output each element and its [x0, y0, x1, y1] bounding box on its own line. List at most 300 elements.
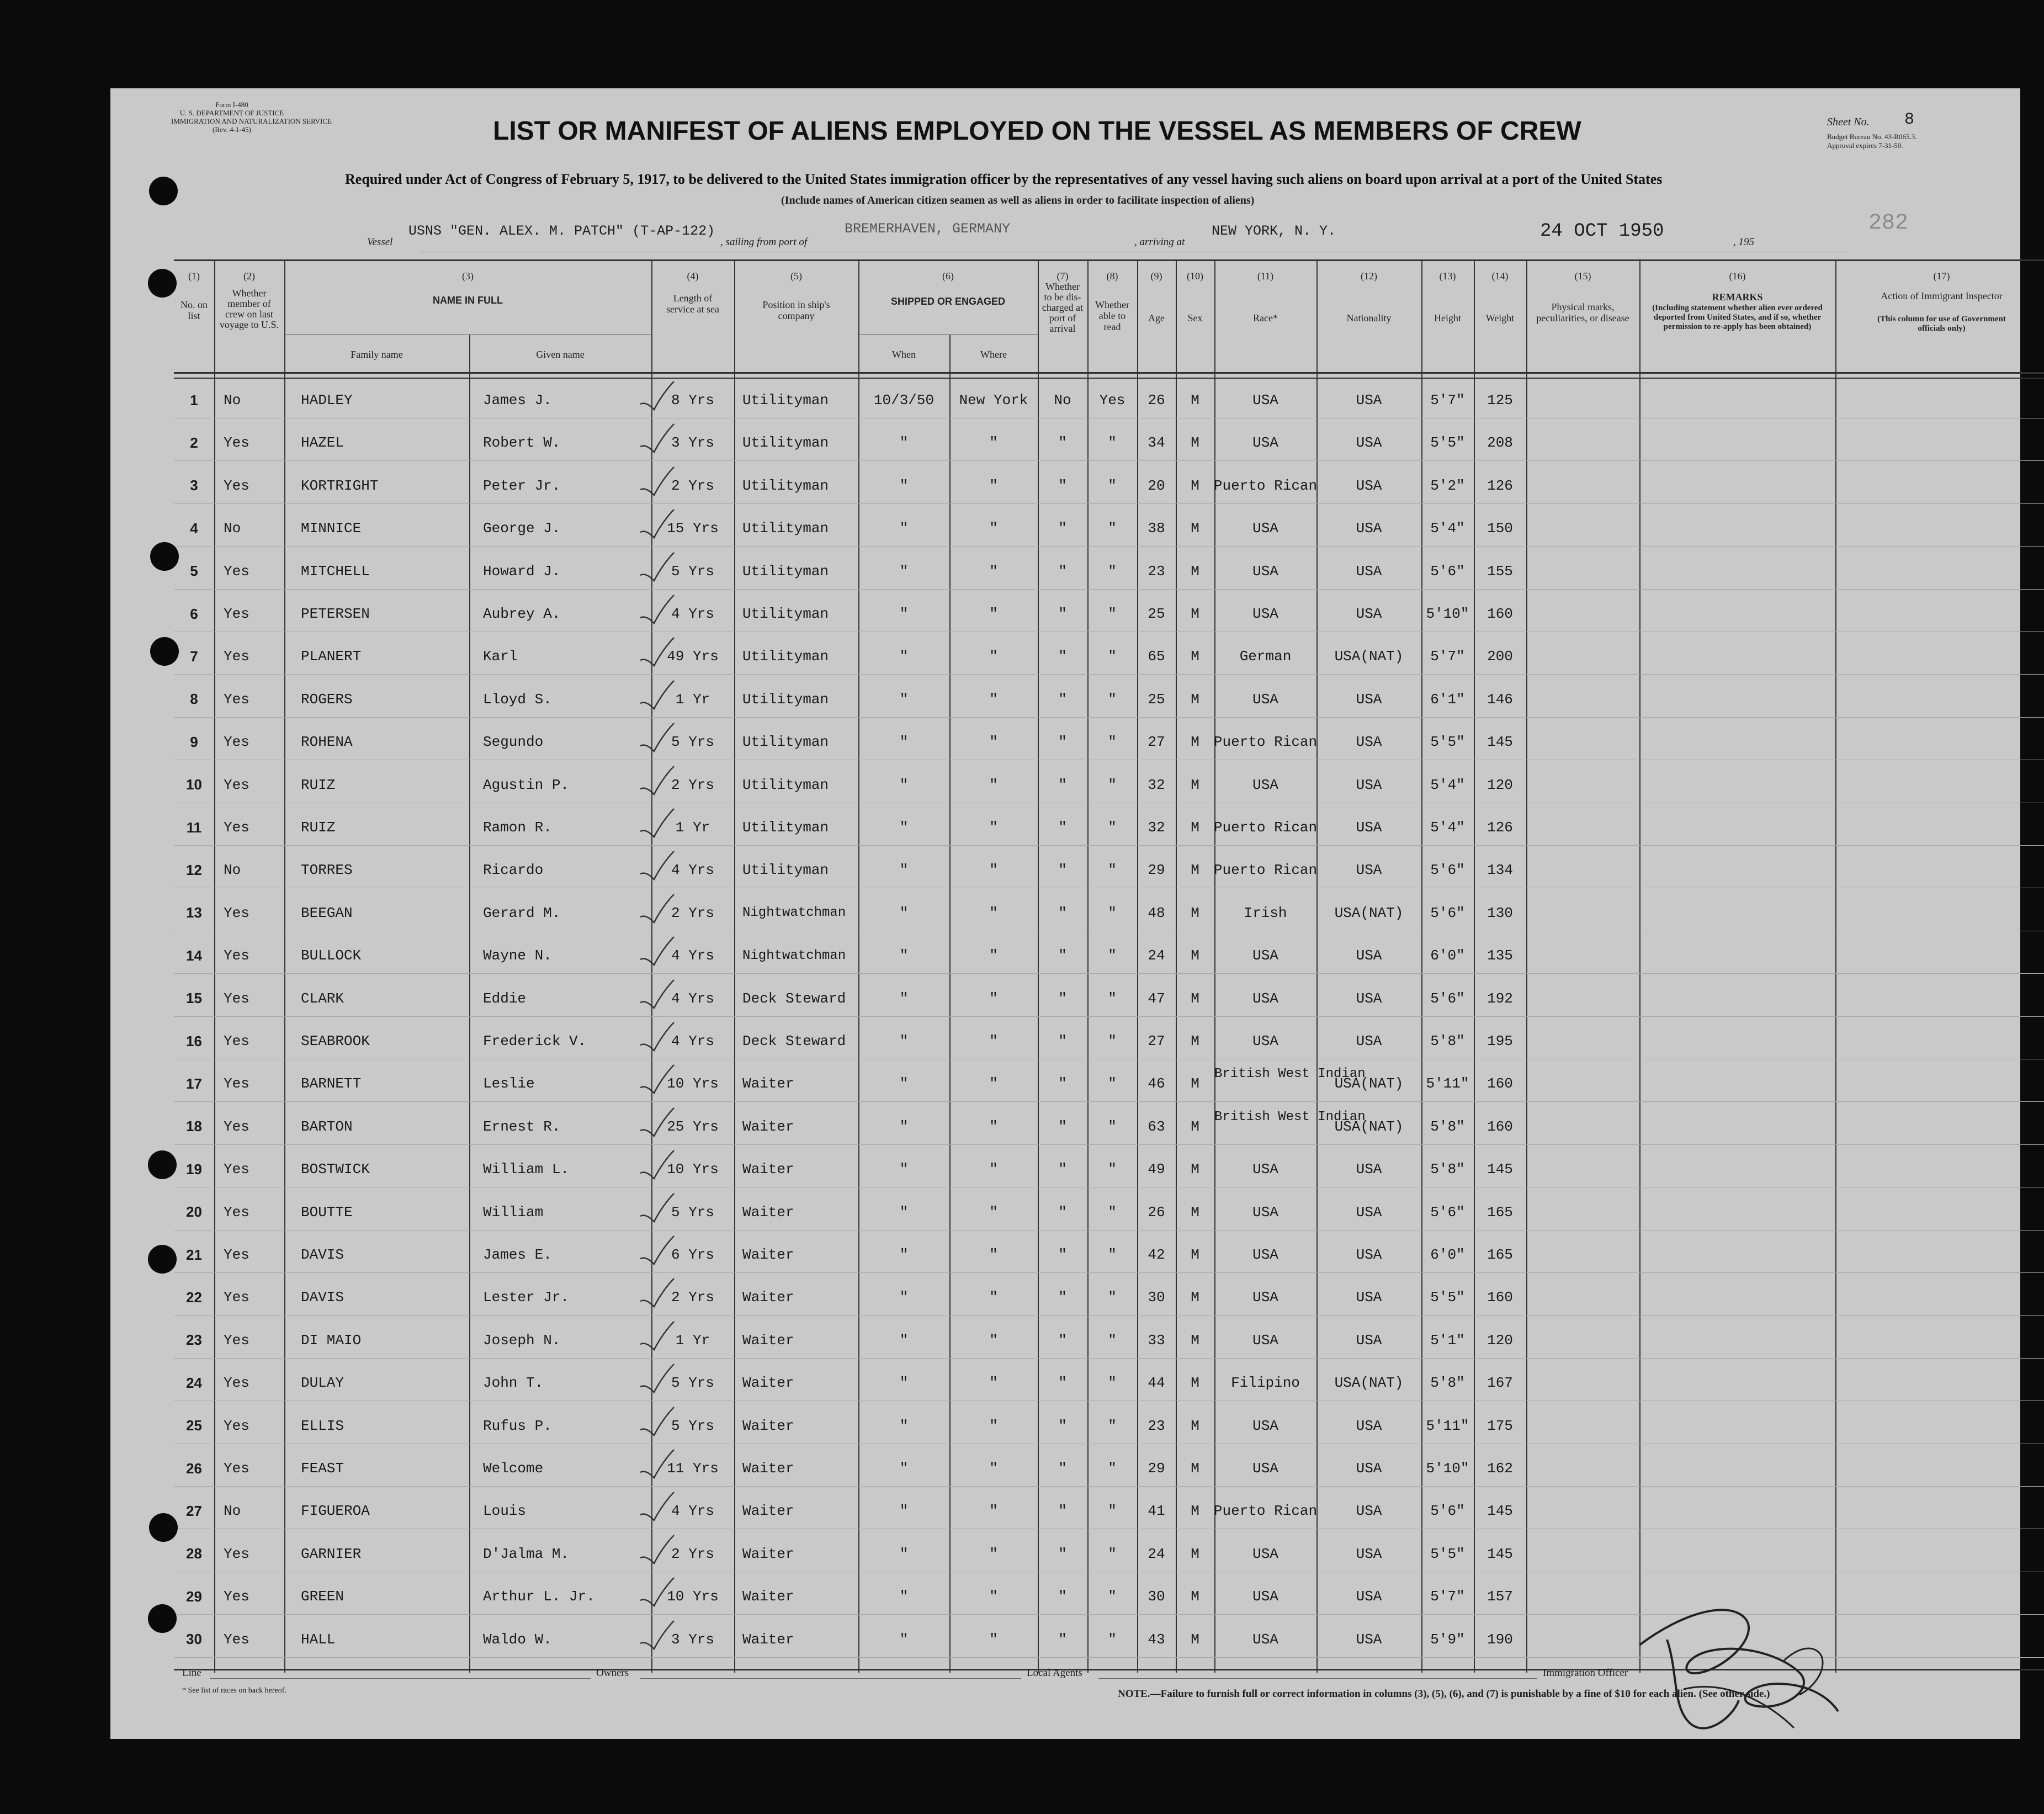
owners-blank — [640, 1678, 1021, 1679]
cell-family: FEAST — [301, 1460, 344, 1477]
form-revision: (Rev. 4-1-45) — [213, 125, 251, 134]
cell-family: HALL — [301, 1631, 336, 1648]
cell-weight: 145 — [1487, 1503, 1513, 1520]
checkmark-icon — [638, 1148, 676, 1181]
cell-age: 29 — [1148, 1460, 1165, 1477]
cell-disch: " — [1058, 904, 1067, 921]
cell-prev: Yes — [224, 477, 249, 494]
cell-prev: No — [224, 862, 241, 879]
cell-race: Puerto Rican — [1213, 477, 1318, 494]
row-rule — [174, 1486, 2044, 1487]
cell-nat: USA — [1356, 477, 1382, 494]
cell-where: " — [989, 819, 998, 836]
cell-sex: M — [1191, 1161, 1199, 1178]
cell-given: Agustin P. — [483, 776, 570, 793]
cell-age: 30 — [1148, 1289, 1165, 1306]
cell-where: " — [989, 1460, 998, 1477]
cell-service: 11 Yrs — [667, 1460, 719, 1477]
cell-when: " — [899, 1203, 909, 1221]
col-1-number: (1) — [188, 270, 200, 282]
cell-nat: USA — [1356, 1332, 1382, 1349]
cell-weight: 145 — [1487, 1545, 1513, 1562]
cell-weight: 120 — [1487, 1332, 1513, 1349]
cell-race: USA — [1252, 1161, 1278, 1178]
cell-service: 1 Yr — [675, 1332, 710, 1349]
cell-where: " — [989, 434, 998, 452]
cell-disch: " — [1058, 862, 1067, 879]
cell-prev: Yes — [224, 1417, 249, 1434]
cell-service: 2 Yrs — [671, 1545, 714, 1562]
cell-sex: M — [1191, 1332, 1199, 1349]
cell-race: USA — [1252, 1033, 1278, 1049]
cell-family: BARTON — [301, 1118, 353, 1135]
cell-position: Utilityman — [742, 520, 829, 537]
cell-when: 10/3/50 — [873, 392, 935, 409]
cell-age: 26 — [1148, 1203, 1165, 1221]
cell-nat: USA — [1356, 520, 1382, 537]
cell-family: BEEGAN — [301, 904, 353, 921]
cell-no: 18 — [186, 1118, 202, 1135]
cell-nat: USA(NAT) — [1334, 648, 1404, 665]
checkmark-icon — [638, 507, 676, 540]
cell-position: Utilityman — [742, 477, 829, 494]
col-remarks-header: REMARKS — [1712, 291, 1763, 303]
table-row — [174, 1452, 2044, 1495]
cell-disch: " — [1058, 520, 1067, 537]
cell-where: " — [989, 1033, 998, 1049]
col-race-header: Race* — [1253, 312, 1278, 323]
cell-given: Leslie — [483, 1075, 535, 1092]
cell-nat: USA — [1356, 1161, 1382, 1178]
cell-disch: " — [1058, 1289, 1067, 1306]
cell-no: 15 — [186, 990, 202, 1007]
cell-nat: USA — [1356, 776, 1382, 793]
cell-service: 2 Yrs — [671, 776, 714, 793]
cell-family: RUIZ — [301, 819, 336, 836]
cell-position: Utilityman — [742, 648, 829, 665]
cell-no: 27 — [186, 1502, 202, 1519]
cell-read: " — [1108, 1332, 1117, 1349]
cell-position: Utilityman — [742, 563, 829, 580]
cell-when: " — [899, 691, 909, 708]
cell-height: 5'6" — [1430, 990, 1465, 1007]
cell-given: D'Jalma M. — [483, 1545, 570, 1562]
cell-prev: Yes — [224, 776, 249, 793]
cell-nat: USA — [1356, 947, 1382, 964]
cell-age: 32 — [1148, 819, 1165, 836]
row-rule — [174, 973, 2044, 974]
cell-when: " — [899, 734, 909, 751]
cell-service: 10 Yrs — [667, 1161, 719, 1178]
cell-weight: 155 — [1487, 563, 1513, 580]
cell-nat: USA — [1356, 392, 1382, 409]
cell-no: 7 — [190, 648, 198, 665]
sheet-number: 8 — [1904, 110, 1915, 129]
cell-service: 3 Yrs — [671, 1631, 714, 1648]
arrival-date: 24 OCT 1950 — [1540, 221, 1664, 242]
binder-hole — [150, 637, 179, 666]
cell-race: USA — [1252, 1417, 1278, 1434]
cell-prev: Yes — [224, 990, 249, 1007]
cell-family: BARNETT — [301, 1075, 362, 1092]
cell-no: 28 — [186, 1545, 202, 1562]
cell-where: " — [989, 563, 998, 580]
cell-age: 24 — [1148, 947, 1165, 964]
cell-where: " — [989, 1631, 998, 1648]
cell-weight: 165 — [1487, 1203, 1513, 1221]
cell-where: " — [989, 862, 998, 879]
cell-given: Rufus P. — [483, 1417, 552, 1434]
cell-family: GARNIER — [301, 1545, 362, 1562]
cell-disch: " — [1058, 1118, 1067, 1135]
cell-position: Utilityman — [742, 862, 829, 879]
cell-family: BOUTTE — [301, 1203, 353, 1221]
col-discharge-header: Whether to be dis-charged at port of arrival — [1042, 281, 1084, 334]
cell-prev: Yes — [224, 734, 249, 751]
cell-when: " — [899, 1375, 909, 1392]
table-row — [174, 982, 2044, 1025]
cell-disch: " — [1058, 1631, 1067, 1648]
col-age-header: Age — [1148, 312, 1165, 323]
cell-sex: M — [1191, 990, 1199, 1007]
cell-when: " — [899, 434, 909, 452]
col-12-number: (12) — [1361, 270, 1377, 282]
binder-hole — [148, 1150, 177, 1179]
cell-age: 41 — [1148, 1503, 1165, 1520]
cell-race: USA — [1252, 606, 1278, 622]
cell-weight: 190 — [1487, 1631, 1513, 1648]
col-name-header: NAME IN FULL — [433, 295, 503, 306]
cell-prev: Yes — [224, 1203, 249, 1221]
cell-read: " — [1108, 648, 1117, 665]
cell-prev: Yes — [224, 947, 249, 964]
cell-age: 42 — [1148, 1247, 1165, 1263]
cell-weight: 145 — [1487, 734, 1513, 751]
cell-age: 27 — [1148, 1033, 1165, 1049]
cell-position: Nightwatchman — [742, 905, 846, 921]
cell-age: 46 — [1148, 1075, 1165, 1092]
cell-service: 1 Yr — [675, 819, 710, 836]
cell-sex: M — [1191, 1417, 1199, 1434]
cell-disch: " — [1058, 1203, 1067, 1221]
cell-position: Nightwatchman — [742, 948, 846, 963]
cell-service: 4 Yrs — [671, 862, 714, 879]
checkmark-icon — [638, 1319, 676, 1352]
cell-height: 5'8" — [1430, 1118, 1465, 1135]
cell-read: " — [1108, 1503, 1117, 1520]
cell-age: 25 — [1148, 691, 1165, 708]
cell-family: ELLIS — [301, 1417, 344, 1434]
cell-sex: M — [1191, 947, 1199, 964]
cell-height: 5'5" — [1430, 734, 1465, 751]
cell-race: Filipino — [1231, 1375, 1300, 1392]
checkmark-icon — [638, 1063, 676, 1096]
cell-weight: 126 — [1487, 477, 1513, 494]
cell-family: HADLEY — [301, 392, 353, 409]
cell-sex: M — [1191, 1203, 1199, 1221]
checkmark-icon — [638, 1106, 676, 1139]
vessel-name: USNS "GEN. ALEX. M. PATCH" (T-AP-122) — [408, 223, 715, 239]
inspector-signature — [1617, 1579, 1926, 1761]
cell-height: 5'4" — [1430, 520, 1465, 537]
cell-prev: Yes — [224, 1033, 249, 1049]
cell-read: " — [1108, 904, 1117, 921]
row-rule — [174, 1315, 2044, 1316]
cell-position: Utilityman — [742, 691, 829, 708]
cell-read: " — [1108, 1588, 1117, 1605]
cell-disch: " — [1058, 1375, 1067, 1392]
row-rule — [174, 589, 2044, 590]
cell-age: 26 — [1148, 392, 1165, 409]
cell-position: Utilityman — [742, 734, 829, 751]
form-subtitle: Required under Act of Congress of February 5, 1917, to be delivered to the United States immigration officer by the representatives of any vessel having such aliens on board upon arrival at a port of the United States — [345, 171, 1663, 187]
cell-race: Puerto Rican — [1213, 819, 1318, 836]
col-13-number: (13) — [1439, 270, 1456, 282]
row-rule — [174, 717, 2044, 718]
col-marks-header: Physical marks, peculiarities, or disease — [1536, 301, 1629, 323]
budget-bureau: Budget Bureau No. 43-R065.3. — [1827, 132, 1917, 141]
cell-disch: " — [1058, 819, 1067, 836]
cell-position: Waiter — [742, 1631, 794, 1648]
cell-service: 5 Yrs — [671, 1417, 714, 1434]
cell-read: " — [1108, 776, 1117, 793]
cell-race: USA — [1252, 1460, 1278, 1477]
cell-family: ROGERS — [301, 691, 353, 708]
cell-disch: " — [1058, 1033, 1067, 1049]
cell-sex: M — [1191, 1289, 1199, 1306]
cell-read: " — [1108, 434, 1117, 452]
col-2-number: (2) — [243, 270, 255, 282]
table-row — [174, 1025, 2044, 1068]
cell-no: 11 — [186, 819, 202, 836]
cell-no: 5 — [190, 563, 198, 580]
checkmark-icon — [638, 550, 676, 584]
checkmark-icon — [638, 1447, 676, 1481]
cell-weight: 175 — [1487, 1417, 1513, 1434]
cell-family: GREEN — [301, 1588, 344, 1605]
cell-no: 4 — [190, 519, 198, 537]
cell-nat: USA — [1356, 819, 1382, 836]
cell-read: " — [1108, 563, 1117, 580]
cell-service: 2 Yrs — [671, 477, 714, 494]
checkmark-icon — [638, 807, 676, 840]
cell-disch: No — [1054, 392, 1071, 409]
cell-read: " — [1108, 1631, 1117, 1648]
form-number: Form I-480 — [215, 100, 248, 109]
cell-age: 38 — [1148, 520, 1165, 537]
cell-nat: USA — [1356, 1545, 1382, 1562]
cell-when: " — [899, 947, 909, 964]
cell-disch: " — [1058, 1588, 1067, 1605]
cell-race: Puerto Rican — [1213, 734, 1318, 751]
cell-prev: Yes — [224, 1289, 249, 1306]
cell-weight: 160 — [1487, 1289, 1513, 1306]
cell-no: 10 — [186, 776, 202, 793]
cell-family: HAZEL — [301, 434, 344, 452]
cell-given: William — [483, 1203, 544, 1221]
cell-given: William L. — [483, 1161, 570, 1178]
checkmark-icon — [638, 1405, 676, 1438]
table-row — [174, 1366, 2044, 1409]
header-bottom-rule — [174, 372, 2044, 374]
cell-position: Waiter — [742, 1417, 794, 1434]
cell-position: Utilityman — [742, 776, 829, 793]
cell-prev: No — [224, 520, 241, 537]
cell-age: 34 — [1148, 434, 1165, 452]
cell-height: 5'8" — [1430, 1161, 1465, 1178]
cell-when: " — [899, 776, 909, 793]
cell-where: " — [989, 1203, 998, 1221]
col-4-number: (4) — [687, 270, 699, 282]
races-footnote: * See list of races on back hereof. — [182, 1686, 286, 1695]
cell-nat: USA — [1356, 434, 1382, 452]
cell-where: " — [989, 691, 998, 708]
cell-where: " — [989, 1118, 998, 1135]
cell-given: Aubrey A. — [483, 606, 561, 622]
checkmark-icon — [638, 849, 676, 882]
table-row — [174, 555, 2044, 598]
table-top-rule — [174, 259, 2044, 261]
cell-prev: Yes — [224, 1545, 249, 1562]
form-id-block — [171, 100, 332, 134]
col-height-header: Height — [1434, 312, 1461, 323]
cell-no: 1 — [190, 391, 198, 409]
col-weight-header: Weight — [1485, 312, 1515, 323]
cell-disch: " — [1058, 1332, 1067, 1349]
cell-weight: 208 — [1487, 434, 1513, 452]
cell-family: BULLOCK — [301, 947, 362, 964]
cell-age: 24 — [1148, 1545, 1165, 1562]
cell-height: 5'7" — [1430, 1588, 1465, 1605]
col-service-header: Length of service at sea — [666, 293, 719, 315]
cell-read: " — [1108, 1118, 1117, 1135]
cell-disch: " — [1058, 1460, 1067, 1477]
cell-family: PLANERT — [301, 648, 362, 665]
year-suffix: , 195 — [1733, 236, 1754, 248]
crew-table — [174, 259, 2044, 1673]
col-7-number: (7) — [1056, 270, 1069, 282]
cell-service: 10 Yrs — [667, 1588, 719, 1605]
cell-prev: No — [224, 392, 241, 409]
cell-family: KORTRIGHT — [301, 477, 379, 494]
cell-where: " — [989, 1161, 998, 1178]
cell-position: Utilityman — [742, 392, 829, 409]
cell-sex: M — [1191, 734, 1199, 751]
cell-age: 49 — [1148, 1161, 1165, 1178]
cell-given: Arthur L. Jr. — [483, 1588, 595, 1605]
cell-when: " — [899, 1033, 909, 1049]
cell-weight: 160 — [1487, 606, 1513, 622]
cell-position: Waiter — [742, 1375, 794, 1392]
col-where-header: Where — [980, 349, 1007, 360]
cell-disch: " — [1058, 1075, 1067, 1092]
header-bottom-rule-2 — [174, 378, 2044, 379]
cell-weight: 125 — [1487, 392, 1513, 409]
cell-family: MITCHELL — [301, 563, 370, 580]
cell-read: " — [1108, 520, 1117, 537]
cell-prev: Yes — [224, 1375, 249, 1392]
table-row — [174, 1281, 2044, 1324]
cell-prev: Yes — [224, 1075, 249, 1092]
checkmark-icon — [638, 1490, 676, 1523]
cell-race: British West Indian — [1214, 1067, 1366, 1082]
cell-given: James E. — [483, 1247, 552, 1263]
cell-prev: Yes — [224, 904, 249, 921]
cell-weight: 200 — [1487, 648, 1513, 665]
col-8-number: (8) — [1106, 270, 1118, 282]
cell-nat: USA — [1356, 1417, 1382, 1434]
table-row — [174, 426, 2044, 469]
cell-given: Welcome — [483, 1460, 544, 1477]
cell-service: 4 Yrs — [671, 947, 714, 964]
cell-given: Segundo — [483, 734, 544, 751]
cell-read: " — [1108, 477, 1117, 494]
cell-weight: 126 — [1487, 819, 1513, 836]
cell-sex: M — [1191, 1247, 1199, 1263]
cell-height: 5'1" — [1430, 1332, 1465, 1349]
cell-race: USA — [1252, 947, 1278, 964]
checkmark-icon — [638, 1020, 676, 1053]
cell-read: " — [1108, 1203, 1117, 1221]
table-row — [174, 469, 2044, 512]
cell-given: Karl — [483, 648, 518, 665]
cell-position: Utilityman — [742, 606, 829, 622]
cell-given: Howard J. — [483, 563, 561, 580]
table-row — [174, 1324, 2044, 1367]
cell-age: 27 — [1148, 734, 1165, 751]
cell-height: 5'10" — [1426, 1460, 1469, 1477]
sheet-label: Sheet No. — [1827, 116, 1870, 128]
table-row — [174, 853, 2044, 897]
checkmark-icon — [638, 1191, 676, 1224]
cell-no: 24 — [186, 1374, 202, 1391]
checkmark-icon — [638, 1234, 676, 1267]
cell-service: 15 Yrs — [667, 520, 719, 537]
cell-service: 3 Yrs — [671, 434, 714, 452]
cell-family: CLARK — [301, 990, 344, 1007]
col-17-number: (17) — [1933, 270, 1950, 282]
checkmark-icon — [638, 721, 676, 754]
cell-height: 5'7" — [1430, 392, 1465, 409]
cell-height: 6'1" — [1430, 691, 1465, 708]
cell-no: 6 — [190, 605, 198, 622]
cell-weight: 157 — [1487, 1588, 1513, 1605]
cell-when: " — [899, 1247, 909, 1263]
cell-height: 5'8" — [1430, 1033, 1465, 1049]
cell-where: " — [989, 947, 998, 964]
cell-no: 17 — [186, 1075, 202, 1092]
cell-given: James J. — [483, 392, 552, 409]
col-given-name-header: Given name — [536, 349, 585, 360]
cell-sex: M — [1191, 563, 1199, 580]
cell-disch: " — [1058, 563, 1067, 580]
cell-read: Yes — [1099, 392, 1125, 409]
cell-when: " — [899, 1503, 909, 1520]
cell-family: DAVIS — [301, 1247, 344, 1263]
table-row — [174, 1153, 2044, 1196]
cell-prev: Yes — [224, 648, 249, 665]
cell-service: 1 Yr — [675, 691, 710, 708]
service-name: IMMIGRATION AND NATURALIZATION SERVICE — [171, 117, 332, 125]
cell-given: Peter Jr. — [483, 477, 561, 494]
cell-position: Waiter — [742, 1588, 794, 1605]
cell-weight: 167 — [1487, 1375, 1513, 1392]
cell-position: Waiter — [742, 1118, 794, 1135]
cell-given: Ricardo — [483, 862, 544, 879]
binder-hole — [148, 1604, 177, 1633]
table-row — [174, 939, 2044, 982]
table-row — [174, 512, 2044, 555]
